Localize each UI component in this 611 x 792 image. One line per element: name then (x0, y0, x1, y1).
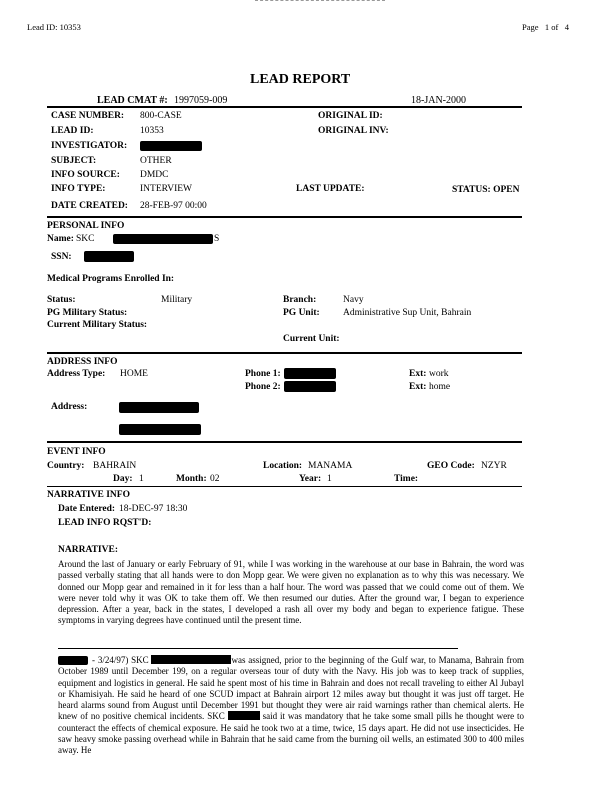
personal-heading: PERSONAL INFO (47, 221, 125, 231)
pg-unit-value: Administrative Sup Unit, Bahrain (343, 308, 472, 318)
rule-top (47, 106, 522, 108)
event-heading: EVENT INFO (47, 447, 106, 457)
current-military-label: Current Military Status: (47, 320, 148, 330)
original-inv-label: ORIGINAL INV: (318, 126, 389, 136)
address-redaction-1 (119, 402, 199, 413)
country-value: BAHRAIN (93, 461, 137, 471)
address-type: HOME (120, 369, 148, 379)
subject-label: SUBJECT: (51, 156, 97, 166)
lead-info-rqst-label: LEAD INFO RQST'D: (58, 518, 152, 528)
month-value: 02 (210, 474, 220, 484)
status-open: STATUS: OPEN (452, 185, 520, 195)
ssn-label: SSN: (51, 252, 72, 262)
original-id-label: ORIGINAL ID: (318, 111, 383, 121)
cmat-date: 18-JAN-2000 (411, 95, 466, 106)
case-number: 800-CASE (140, 111, 182, 121)
current-unit-label: Current Unit: (283, 334, 340, 344)
address-label: Address: (51, 402, 88, 412)
date-created-label: DATE CREATED: (51, 201, 128, 211)
status-label: Status: (47, 295, 76, 305)
info-source-label: INFO SOURCE: (51, 170, 120, 180)
narrative-paragraph-2 (58, 655, 524, 757)
status-value: Military (161, 295, 193, 305)
cmat-value: 1997059-009 (174, 95, 228, 106)
phone1-redaction (284, 368, 336, 379)
cmat-label: LEAD CMAT #: (97, 95, 168, 106)
rule-personal (47, 216, 522, 218)
year-label: Year: (299, 474, 322, 484)
geo-label: GEO Code: (427, 461, 475, 471)
narrative-paragraph-1: Around the last of January or early February of 91, while I was working in the warehouse at our base in Bahrain, the word was passed verbally stating that all hands were to don Mopp gear. We were given no explanation as to why this was necessary. We donned our Mopp gear and remained in it for less than a half hour. The word was passed that we could come out of them. We were never told why it was OK to take them off. We then resumed our duties. After the ground war, I began to experience depression. After a year, back in the states, I developed a rash all over my body and began to experience fatigue. These symptoms in varying degrees have continued until the present time. (58, 559, 524, 626)
day-label: Day: (113, 474, 133, 484)
name-redaction (113, 234, 213, 244)
narrative-leading-redaction (58, 656, 88, 665)
top-dashed-line (255, 0, 385, 1)
address-type-label: Address Type: (47, 369, 106, 379)
investigator-redaction (140, 141, 202, 151)
page-total: 4 (564, 22, 569, 32)
narrative-paragraph-2-a: - 3/24/97) SKC (92, 655, 152, 665)
header-lead-id: Lead ID: 10353 (27, 22, 81, 32)
phone1-label: Phone 1: (245, 369, 281, 379)
last-update-label: LAST UPDATE: (296, 184, 365, 194)
pg-unit-label: PG Unit: (283, 308, 320, 318)
day-value: 1 (139, 474, 144, 484)
narrative-skc-redaction (228, 711, 260, 720)
narrative-info-heading: NARRATIVE INFO (47, 490, 130, 500)
year-value: 1 (327, 474, 332, 484)
ext2-label: Ext: (409, 382, 427, 392)
ext1-value: work (429, 369, 449, 379)
case-number-label: CASE NUMBER: (51, 111, 125, 121)
page-of: of (551, 22, 559, 32)
ssn-redaction (84, 251, 134, 262)
page-label: Page (522, 22, 539, 32)
location-label: Location: (263, 461, 303, 471)
page-number: 1 (544, 22, 550, 32)
name-suffix: S (214, 234, 220, 244)
phone2-redaction (284, 381, 336, 392)
date-entered: 18-DEC-97 18:30 (119, 504, 188, 514)
time-label: Time: (394, 474, 419, 484)
branch-label: Branch: (283, 295, 317, 305)
name-prefix: SKC (76, 234, 95, 244)
rule-address (47, 352, 522, 354)
narrative-name-redaction (151, 655, 231, 664)
page-title: LEAD REPORT (250, 72, 351, 87)
ext1-label: Ext: (409, 369, 427, 379)
header-page (522, 22, 569, 32)
geo-value: NZYR (481, 461, 507, 471)
country-label: Country: (47, 461, 85, 471)
rule-narrative (47, 486, 522, 487)
programs-label: Medical Programs Enrolled In: (47, 274, 175, 284)
lead-id-label: LEAD ID: (51, 126, 94, 136)
info-type-label: INFO TYPE: (51, 184, 106, 194)
narrative-paragraph-2-b: was assigned, prior to the beginning of the Gulf war, to Manama, Bahrain from October 1989 until December 199, on a regular overseas tour of duty with the Navy. His job was to keep track of supplies, equipment and logistics in general. He said he spent most of his time in Bahrain and does not recall traveling to either Al Jubayl or Khamisiyah. He said he heard of one SCUD impact at Bahrain airport 12 miles away but thought it was just off target. He heard alarms sound from August until December 1991 but thought they were air raid warnings rather than chemical alerts. He knew of no positive chemical incidents. SKC (58, 655, 524, 722)
pg-military-label: PG Military Status: (47, 308, 128, 318)
narrative-paragraph-2-c: said it was mandatory that he take some small pills he thought were to counteract the effects of chemical exposure. He said he took two at a time, twice, 15 days apart. He did not use insecticides. He saw heavy smoke passing overhead while in Bahrain that he said came from the burning oil wells, an estimated 300 to 400 miles away. He (58, 711, 524, 756)
month-label: Month: (176, 474, 207, 484)
subject: OTHER (140, 156, 172, 166)
ext2-value: home (429, 382, 451, 392)
address-heading: ADDRESS INFO (47, 357, 118, 367)
address-redaction-2 (119, 424, 201, 435)
name-label: Name: (47, 234, 74, 244)
date-entered-label: Date Entered: (58, 504, 116, 514)
phone2-label: Phone 2: (245, 382, 281, 392)
narrative-heading: NARRATIVE: (58, 545, 118, 555)
investigator-label: INVESTIGATOR: (51, 141, 128, 151)
location-value: MANAMA (308, 461, 353, 471)
lead-id: 10353 (140, 126, 164, 136)
branch-value: Navy (343, 295, 364, 305)
date-created: 28-FEB-97 00:00 (140, 201, 207, 211)
narrative-separator (58, 648, 458, 649)
rule-event (47, 441, 522, 443)
info-source: DMDC (140, 170, 169, 180)
info-type: INTERVIEW (140, 184, 192, 194)
